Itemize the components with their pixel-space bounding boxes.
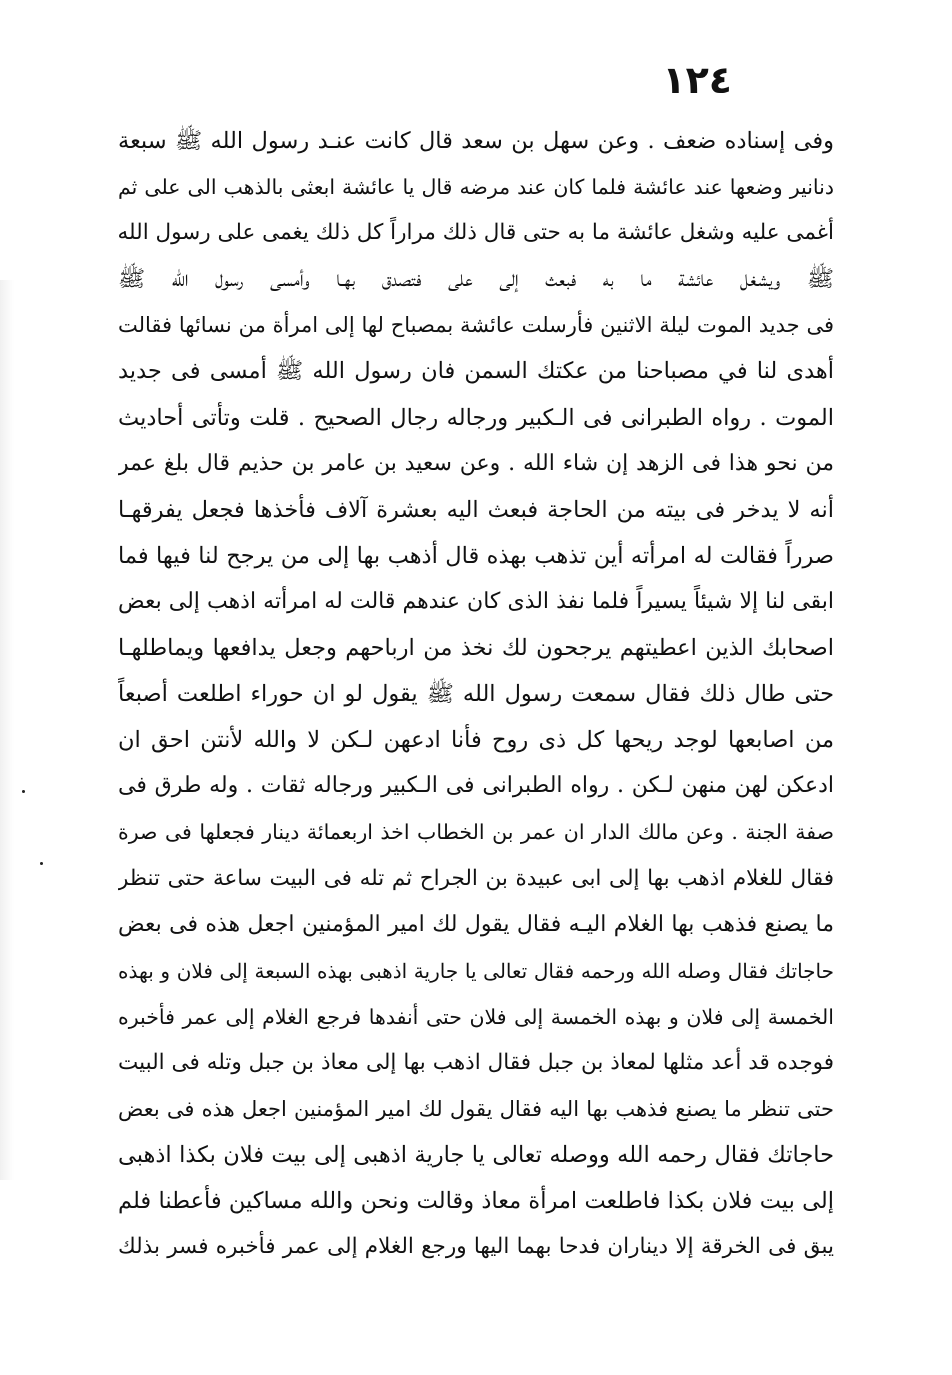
text-line: أنه لا يدخر فى بيته من الحاجة فبعث اليه بعشرة آلاف فأخذها فجعل يفرقهـا xyxy=(118,496,834,523)
text-line: من اصابعها لوجد ريحها كل ذى روح فأنا ادعهن لـكن لا والله لأنتن احق ان xyxy=(118,727,834,754)
text-line: أهدى لنا في مصباحنا من عكتك السمن فان رسول الله ﷺ أمسى فى جديد xyxy=(118,358,834,385)
page-number: ١٢٤ xyxy=(662,58,732,102)
text-line: وفى إسناده ضعف . وعن سهل بن سعد قال كانت عنـد رسول الله ﷺ سبعة xyxy=(118,128,834,154)
text-line: اصحابك الذين اعطيتهم يرجحون لك نخذ من ارباحهم وجعل يدافعها ويماطلهـا xyxy=(118,635,834,662)
text-line: حتى تنظر ما يصنع فذهب بها اليه فقال يقول لك امير المؤمنين اجعل هذه فى بعض xyxy=(118,1096,834,1121)
text-line: ادعكن لهن منهن لـكن . رواه الطبرانى فى الـكبير ورجاله ثقات . وله طرق فى xyxy=(118,773,834,799)
text-line: دنانير وضعها عند عائشة فلما كان عند مرضه قال يا عائشة ابعثى بالذهب الى على ثم xyxy=(118,175,834,200)
text-line: من نحو هذا فى الزهد إن شاء الله . وعن سعيد بن عامر بن حذيم قال بلغ عمر xyxy=(118,450,834,476)
text-line: ما يصنع فذهب بها الغلام اليـه فقال يقول لك امير المؤمنين اجعل هذه فى بعض xyxy=(118,911,834,937)
text-line: حتى طال ذلك فقال سمعت رسول الله ﷺ يقول لو ان حوراء اطلعت أصبعاً xyxy=(118,681,834,708)
text-line: الموت . رواه الطبرانى فى الـكبير ورجاله رجال الصحيح . قلت وتأتى أحاديث xyxy=(118,404,834,431)
text-line: حاجاتك فقال رحمه الله ووصله تعالى يا جارية اذهبى إلى بيت فلان بكذا اذهبى xyxy=(118,1142,834,1169)
text-line: حاجاتك فقال وصله الله ورحمه فقال تعالى يا جارية اذهبى بهذه السبعة إلى فلان و بهذه xyxy=(118,958,834,983)
text-line: صرراً فقالت له امرأته أين تذهب بهذه قال أذهب بها إلى من يرجح لنا فيها فما xyxy=(118,542,834,569)
text-line: ابقى لنا إلا شيئاً يسيراً فلما نفذ الذى كان عندهم قالت له امرأته اذهب إلى بعض xyxy=(118,588,834,614)
text-line: الخمسة إلى فلان و بهذه الخمسة إلى فلان حتى أنفدها فرجع الغلام إلى عمر فأخبره xyxy=(118,1004,834,1029)
body-text xyxy=(118,118,834,1270)
text-line: صفة الجنة . وعن مالك الدار ان عمر بن الخطاب اخذ اربعمائة دينار فجعلها فى صرة xyxy=(118,820,834,845)
scan-speck xyxy=(40,862,43,865)
scan-shadow xyxy=(0,280,14,1180)
text-line: يبق فى الخرقة إلا ديناران فدحا بهما اليها ورجع الغلام إلى عمر فأخبره فسر بذلك xyxy=(118,1234,834,1260)
text-line: إلى بيت فلان بكذا فاطلعت امرأة معاذ وقالت ونحن والله مساكين فأعطنا فلم xyxy=(118,1188,834,1215)
text-line: ﷺ ويشغل عائشة ما به فبعث إلى على فتصدق بهـا وأمسى رسول الله ﷺ xyxy=(118,266,834,293)
text-line: فقال للغلام اذهب بها إلى ابى عبيدة بن الجراح ثم تله فى البيت ساعة حتى تنظر xyxy=(118,865,834,891)
text-line: فوجده قد أعد مثلها لمعاذ بن جبل فقال اذهب بها إلى معاذ بن جبل وتله فى البيت xyxy=(118,1049,834,1075)
text-line: أغمى عليه وشغل عائشة ما به حتى قال ذلك مراراً كل ذلك يغمى على رسول الله xyxy=(118,220,834,246)
text-line: فى جديد الموت ليلة الاثنين فأرسلت عائشة بمصباح لها إلى امرأة من نسائها فقالت xyxy=(118,313,834,338)
scan-speck xyxy=(22,790,25,793)
